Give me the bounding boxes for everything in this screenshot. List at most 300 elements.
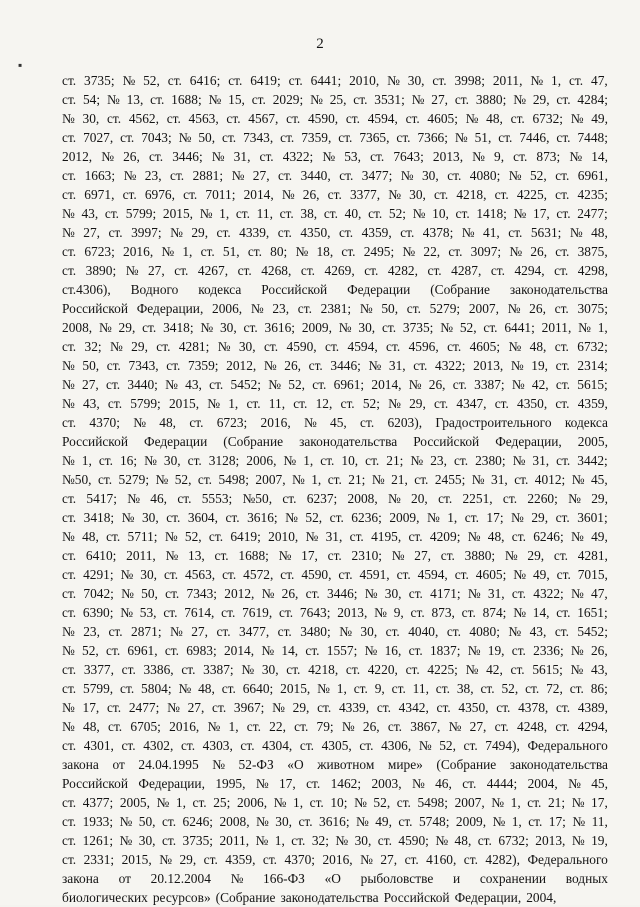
word: 5279; xyxy=(429,301,461,316)
word: 6246; xyxy=(533,529,564,544)
text-line xyxy=(62,109,608,128)
word: ст. xyxy=(246,396,261,411)
word: № xyxy=(426,510,440,525)
word: 3377, xyxy=(349,187,381,202)
word: 11, xyxy=(268,396,286,411)
word: 2013, xyxy=(473,358,504,373)
word: № xyxy=(170,624,183,639)
word: ст. xyxy=(555,358,570,373)
word: № xyxy=(411,776,425,791)
word: 1933; xyxy=(82,814,114,829)
word: 3418; xyxy=(83,510,115,525)
word: 4282), xyxy=(485,852,520,867)
word: 3387; xyxy=(203,662,234,677)
word: 4195, xyxy=(371,529,402,544)
word: 2007, xyxy=(468,301,499,316)
word: № xyxy=(360,852,373,867)
word: ст. xyxy=(381,320,397,335)
word: 2477; xyxy=(128,700,160,715)
word: ст. xyxy=(197,472,213,487)
word: 31, xyxy=(388,358,406,373)
word: 1, xyxy=(551,73,562,88)
word: 3446; xyxy=(330,358,361,373)
word: 19, xyxy=(531,358,549,373)
word: 48, xyxy=(82,529,99,544)
word: 43, xyxy=(82,396,100,411)
word: 7643; xyxy=(299,605,331,620)
word: ст. xyxy=(338,567,353,582)
word: (Собрание xyxy=(436,757,497,772)
word: ст. xyxy=(341,244,356,259)
word: 50, xyxy=(381,301,399,316)
word: № xyxy=(512,453,526,468)
word: законодательства xyxy=(509,757,608,772)
word: № xyxy=(359,301,373,316)
word: ст. xyxy=(106,377,121,392)
word: 6961, xyxy=(577,168,608,183)
word: 4567, xyxy=(248,111,279,126)
word: ст. xyxy=(106,700,122,715)
text-line xyxy=(62,888,608,907)
word: № xyxy=(530,73,544,88)
word: № xyxy=(400,168,414,183)
word: 30, xyxy=(261,662,279,677)
word: 86; xyxy=(590,681,608,696)
word: 45, xyxy=(330,415,347,430)
word: 48, xyxy=(83,719,100,734)
word: ст. xyxy=(496,700,511,715)
word: № xyxy=(461,225,475,240)
word: 17, xyxy=(301,548,318,563)
word: 2016, xyxy=(322,852,353,867)
word: 52, xyxy=(184,529,202,544)
word: ст. xyxy=(555,377,571,392)
word: ст. xyxy=(463,852,478,867)
word: 4370; xyxy=(89,415,120,430)
word: биологических xyxy=(62,890,148,905)
word: 1651; xyxy=(577,605,608,620)
word: ст. xyxy=(436,700,451,715)
word: кодекса xyxy=(198,282,242,297)
word: ст. xyxy=(212,700,227,715)
word: № xyxy=(62,643,75,658)
word: ст. xyxy=(452,377,467,392)
word: 27, xyxy=(147,263,165,278)
word: 6441; xyxy=(504,320,535,335)
word: ст. xyxy=(463,738,478,753)
word: ст. xyxy=(167,73,182,88)
word: Федерального xyxy=(527,738,608,753)
word: 6390; xyxy=(82,605,114,620)
word: 30, xyxy=(141,510,159,525)
word: 4605; xyxy=(475,567,507,582)
word: ст. xyxy=(262,852,278,867)
word: 4225, xyxy=(516,187,548,202)
word: № xyxy=(217,339,231,354)
word: 873, xyxy=(431,605,455,620)
word: мире» xyxy=(387,757,423,772)
word: ст. xyxy=(432,73,447,88)
word: 17, xyxy=(82,700,100,715)
text-line xyxy=(62,356,608,375)
word: 5804; xyxy=(141,681,172,696)
word: ст. xyxy=(556,92,571,107)
word: ст. xyxy=(462,776,477,791)
word: 7359, xyxy=(301,130,332,145)
word: 18, xyxy=(316,244,334,259)
word: 14, xyxy=(281,643,299,658)
text-line xyxy=(62,755,608,774)
word: 4594, xyxy=(417,567,448,582)
word: 2013, xyxy=(337,605,368,620)
word: ст. xyxy=(345,111,360,126)
word: 50, xyxy=(82,358,100,373)
word: ст. xyxy=(555,168,570,183)
word: ст. xyxy=(410,605,425,620)
word: ст. xyxy=(349,529,364,544)
word: 3418; xyxy=(163,320,194,335)
text-line xyxy=(62,679,608,698)
word: 2251, xyxy=(462,491,493,506)
word: 5799, xyxy=(83,681,114,696)
word: 7043; xyxy=(141,130,172,145)
word: ст. xyxy=(447,168,462,183)
word: № xyxy=(354,795,367,810)
word: 4304, xyxy=(262,738,293,753)
word: № xyxy=(571,833,585,848)
word: ст. xyxy=(317,700,332,715)
word: 26, xyxy=(428,377,446,392)
word: 4594, xyxy=(347,339,378,354)
word: № xyxy=(62,206,75,221)
word: № xyxy=(241,662,255,677)
word: 80; xyxy=(270,244,288,259)
word: 5498; xyxy=(417,795,448,810)
word: 4302, xyxy=(143,738,174,753)
word: № xyxy=(120,605,133,620)
word: 1, xyxy=(447,510,458,525)
word: 29, xyxy=(131,339,148,354)
word: ст. xyxy=(434,187,449,202)
text-line xyxy=(62,185,608,204)
word: ст. xyxy=(359,738,374,753)
word: № xyxy=(281,187,295,202)
word: 2009, xyxy=(455,814,487,829)
word: 17, xyxy=(591,795,608,810)
word: ст. xyxy=(120,681,135,696)
word: № xyxy=(123,168,137,183)
word: ст. xyxy=(263,339,279,354)
word: ст. xyxy=(406,301,421,316)
word: 4225; xyxy=(427,662,458,677)
word: 7359; xyxy=(188,358,219,373)
word: № xyxy=(408,377,422,392)
word: 3477, xyxy=(239,624,270,639)
body-text xyxy=(62,71,608,907)
text-line xyxy=(62,147,608,166)
word: ст. xyxy=(398,814,413,829)
word: ст. xyxy=(494,396,509,411)
word: 4444; xyxy=(486,776,518,791)
word: 4590; xyxy=(398,833,429,848)
word: 21, xyxy=(391,472,408,487)
text-line xyxy=(62,774,608,793)
word: 4378; xyxy=(422,225,454,240)
word: ст. xyxy=(308,358,323,373)
word: ст. xyxy=(187,453,202,468)
word: ст. xyxy=(108,225,123,240)
word: ст. xyxy=(461,605,476,620)
word: № xyxy=(508,624,522,639)
text-line xyxy=(62,527,608,546)
word: ст. xyxy=(385,624,400,639)
word: 52, xyxy=(459,320,477,335)
word: № xyxy=(388,396,401,411)
word: 42, xyxy=(486,662,503,677)
word: 3997; xyxy=(131,225,162,240)
word: 5711; xyxy=(127,529,158,544)
word: № xyxy=(62,529,75,544)
word: ст. xyxy=(165,586,180,601)
word: 4605; xyxy=(469,339,501,354)
word: № xyxy=(511,510,524,525)
word: 13, xyxy=(126,92,144,107)
word: законодательства xyxy=(509,282,608,297)
word: 5615; xyxy=(577,377,608,392)
word: сохранении xyxy=(479,871,547,886)
word: 50, xyxy=(198,130,216,145)
word: ст. xyxy=(291,833,306,848)
word: 1, xyxy=(311,472,322,487)
word: 40, xyxy=(344,206,362,221)
word: 31, xyxy=(233,149,251,164)
word: Федерации, xyxy=(454,890,522,905)
word: 48, xyxy=(487,529,505,544)
word: № xyxy=(572,814,586,829)
word: 17, xyxy=(533,206,550,221)
word: ст. xyxy=(240,738,255,753)
word: 10, xyxy=(341,453,359,468)
word: 6723; xyxy=(84,244,115,259)
word: 3875, xyxy=(577,244,608,259)
word: 2012, xyxy=(224,586,255,601)
word: 30, xyxy=(163,453,181,468)
word: № xyxy=(303,415,317,430)
word: 4562, xyxy=(128,111,159,126)
word: 26, xyxy=(590,643,608,658)
word: № xyxy=(368,358,382,373)
word: ст. xyxy=(556,453,571,468)
word: № xyxy=(127,491,140,506)
word: ст. xyxy=(438,491,453,506)
word: ст. xyxy=(163,567,179,582)
word: 1, xyxy=(228,396,239,411)
word: 2331; xyxy=(83,852,115,867)
word: 31, xyxy=(487,586,505,601)
word: № xyxy=(121,510,135,525)
word: ст. xyxy=(339,168,354,183)
word: 4305, xyxy=(321,738,352,753)
word: 5452; xyxy=(230,377,262,392)
word: ст. xyxy=(370,149,385,164)
word: ст. xyxy=(208,529,224,544)
word: Российской xyxy=(62,434,128,449)
word: 4322; xyxy=(533,586,564,601)
word: 2011, xyxy=(126,548,156,563)
word: 17, xyxy=(278,776,296,791)
word: 7619, xyxy=(242,605,273,620)
word: 1, xyxy=(182,244,193,259)
word: № xyxy=(165,377,178,392)
word: 52, xyxy=(529,168,547,183)
word: 2008, xyxy=(219,814,250,829)
word: № xyxy=(165,548,179,563)
word: 30, xyxy=(82,111,100,126)
word: 30, xyxy=(421,168,439,183)
word: 4590, xyxy=(301,567,332,582)
word: ст. xyxy=(177,491,192,506)
word: ст. xyxy=(511,643,526,658)
word: 6723; xyxy=(216,415,248,430)
word: ст. xyxy=(108,719,123,734)
word: ст. xyxy=(298,814,313,829)
word: № xyxy=(125,263,139,278)
word: 2016, xyxy=(169,719,200,734)
word: 50, xyxy=(141,586,158,601)
word: 4291; xyxy=(83,567,114,582)
word: Федерации xyxy=(347,282,411,297)
word: 4040, xyxy=(408,624,439,639)
word: 2495; xyxy=(363,244,395,259)
word: ст. xyxy=(235,206,250,221)
word: № xyxy=(465,111,479,126)
word: ст. xyxy=(555,719,570,734)
word: 2016, xyxy=(123,244,154,259)
word: кодекса xyxy=(564,415,608,430)
word: законодательства xyxy=(299,434,398,449)
word: ст. xyxy=(62,130,77,145)
word: ст. xyxy=(396,130,411,145)
word: ст. xyxy=(293,396,308,411)
word: от xyxy=(118,871,131,886)
word: 4563, xyxy=(185,567,216,582)
word: 1, xyxy=(274,833,285,848)
word: 3440, xyxy=(300,168,331,183)
word: ст. xyxy=(148,149,164,164)
word: 1, xyxy=(293,795,304,810)
word: № xyxy=(388,187,401,202)
word: 42, xyxy=(531,377,549,392)
word: ст. xyxy=(527,795,542,810)
word: ст. xyxy=(556,567,571,582)
text-line xyxy=(62,584,608,603)
word: 52, xyxy=(288,377,306,392)
word: 1837; xyxy=(429,643,461,658)
word: ст. xyxy=(221,605,236,620)
word: № xyxy=(62,396,75,411)
word: 1, xyxy=(510,795,521,810)
word: 14, xyxy=(591,149,608,164)
word: 4160, xyxy=(426,852,457,867)
word: ст. xyxy=(554,624,569,639)
word: ст. xyxy=(569,681,584,696)
word: 6410; xyxy=(85,548,117,563)
word: ст. xyxy=(121,738,136,753)
word: ст. xyxy=(556,605,571,620)
word: ст. xyxy=(480,681,495,696)
word: № xyxy=(230,871,244,886)
word: ст. xyxy=(62,833,77,848)
word: ст. xyxy=(106,111,122,126)
word: ст. xyxy=(555,396,570,411)
word: № xyxy=(341,719,355,734)
word: ст. xyxy=(305,643,320,658)
word: № xyxy=(387,491,401,506)
word: 3387; xyxy=(474,377,505,392)
word: 6640; xyxy=(242,681,274,696)
word: 30, xyxy=(407,73,425,88)
word: № xyxy=(170,225,183,240)
word: ст. xyxy=(106,643,121,658)
word: № xyxy=(119,833,133,848)
word: ст. xyxy=(62,92,77,107)
text-line xyxy=(62,641,608,660)
word: ст. xyxy=(556,130,571,145)
word: 11, xyxy=(591,814,608,829)
word: ст. xyxy=(365,453,380,468)
word: 5553; xyxy=(201,491,233,506)
word: ст. xyxy=(525,681,540,696)
word: ст. xyxy=(209,377,224,392)
word: ст. xyxy=(181,662,196,677)
word: 4218, xyxy=(308,662,339,677)
word: ст. xyxy=(408,643,423,658)
word: 7015, xyxy=(577,567,608,582)
word: 26, xyxy=(529,301,546,316)
word: 4298, xyxy=(577,263,608,278)
word: № xyxy=(578,320,591,335)
word: 4080; xyxy=(469,168,501,183)
word: 26, xyxy=(284,358,302,373)
word: Российской xyxy=(62,301,128,316)
word: ст. xyxy=(511,529,526,544)
word: ст. xyxy=(62,738,77,753)
word: ст. xyxy=(106,358,121,373)
word: 4596, xyxy=(408,339,439,354)
word: № xyxy=(62,358,75,373)
word: 1, xyxy=(175,795,186,810)
word: ст. xyxy=(142,320,157,335)
word: 4389, xyxy=(577,700,608,715)
word: ст. xyxy=(396,567,411,582)
word: 79; xyxy=(316,719,334,734)
word: № xyxy=(120,567,134,582)
text-line xyxy=(62,71,608,90)
word: 30, xyxy=(354,833,372,848)
word: ст. xyxy=(107,396,123,411)
word: 6416; xyxy=(189,73,221,88)
word: 52, xyxy=(373,795,391,810)
word: 43, xyxy=(529,624,547,639)
word: 45, xyxy=(590,472,608,487)
word: ст. xyxy=(222,567,237,582)
word: 3616; xyxy=(319,814,350,829)
word: ст. xyxy=(62,73,77,88)
word: ст. xyxy=(277,624,292,639)
word: 7343, xyxy=(128,358,159,373)
word: ст. xyxy=(174,263,189,278)
word: № xyxy=(256,814,269,829)
